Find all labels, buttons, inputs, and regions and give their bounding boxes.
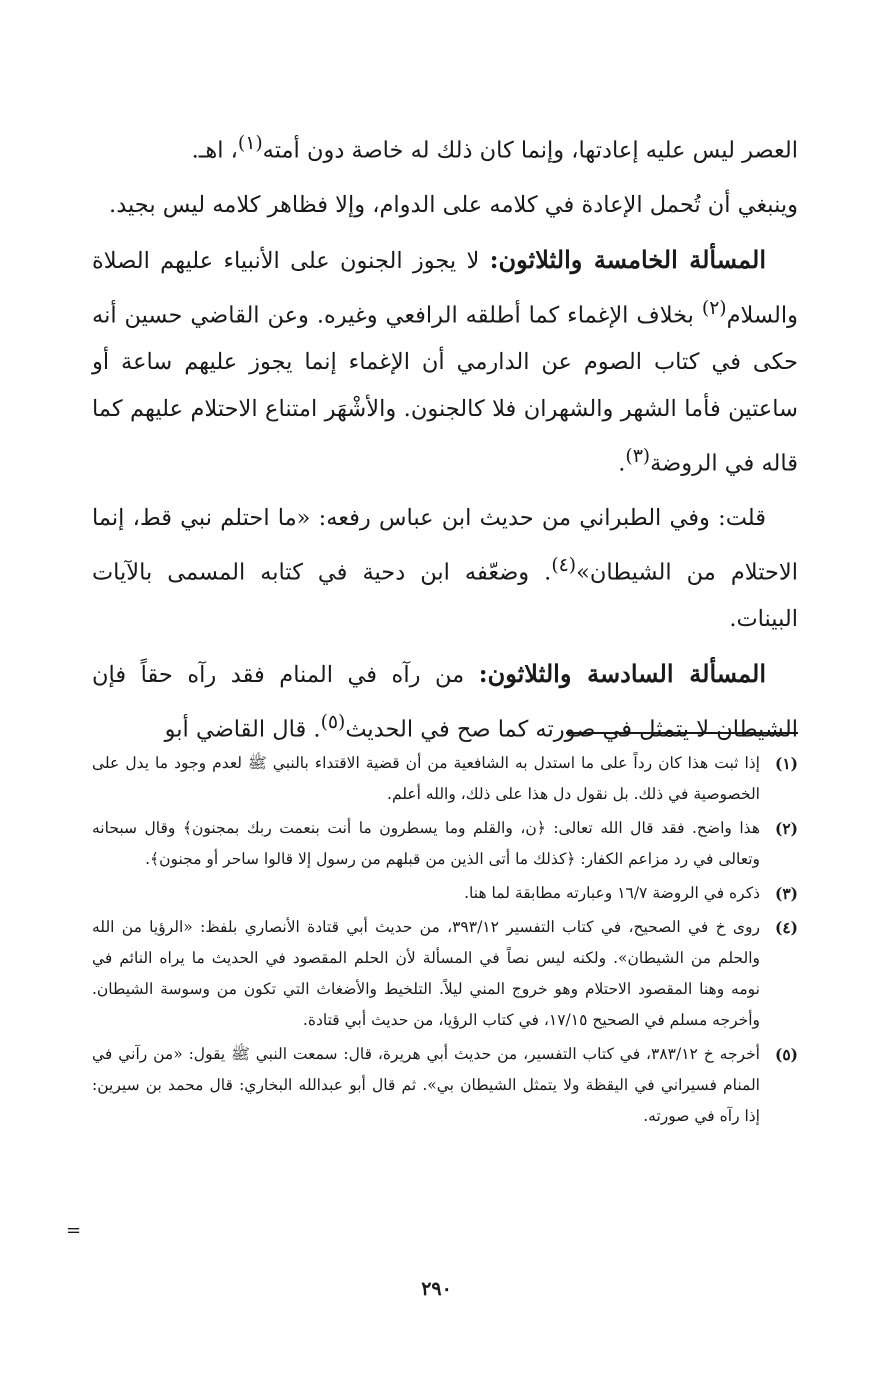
footnotes [92,748,798,1135]
text-run: العصر ليس عليه إعادتها، وإنما كان ذلك له خاصة دون أمته [262,137,798,164]
footnote-number: (٣) [774,884,798,903]
footnote-text: هذا واضح. فقد قال الله تعالى: ﴿ن، والقلم وما يسطرون ما أنت بنعمت ربك بمجنون﴾ وقال سبحانه وتعالى في رد مزاعم الكفار: ﴿كذلك ما أتى الذين من قبلهم من رسول إلا قالوا ساحر أو مجنون﴾. [92,819,760,868]
footnote-text: روى خ في الصحيح، في كتاب التفسير ٣٩٣/١٢، من حديث أبي قتادة الأنصاري بلفظ: «الرؤيا من الله والحلم من الشيطان». ولكنه ليس نصاً في المسألة لأن الحلم المقصود في الحديث ما يراه النائم في نومه وهنا المقصود الاحتلام وهو خروج المني ليلاً. التلخيط والأضغاث التي تكون من وسوسة الشيطان. وأخرجه مسلم في الصحيح ١٧/١٥، في كتاب الرؤيا، من حديث أبي قتادة. [92,918,760,1029]
section-heading-36: المسألة السادسة والثلاثون: [478,659,767,688]
footnote-ref-5[interactable]: (٥) [320,712,346,733]
footnote-3 [92,878,798,909]
text-run: من رآه في المنام فقد رآه حقاً فإن الشيطان لا يتمثل في صورته كما صح في الحديث [92,662,798,743]
footnote-text: إذا ثبت هذا كان رداً على ما استدل به الشافعية من أن قضية الاقتداء بالنبي ﷺ لعدم وجود ما يدل على الخصوصية في ذلك. بل نقول دل هذا على ذلك، والله أعلم. [92,754,760,803]
footnote-4 [92,912,798,1036]
text-run: لا يجوز الجنون على الأنبياء عليهم الصلاة والسلام [92,247,798,328]
footnote-ref-3[interactable]: (٣) [625,446,651,467]
footnote-ref-4[interactable]: (٤) [551,554,577,576]
footnote-1 [92,748,798,810]
continuation-mark: = [66,1220,82,1241]
footnote-text: ذكره في الروضة ١٦/٧ وعبارته مطابقة لما هنا. [464,884,760,902]
footnote-2 [92,813,798,875]
text-run: بخلاف الإغماء كما أطلقه الرافعي وغيره. وعن القاضي حسين أنه حكى في كتاب الصوم عن الدارمي أن الإغماء إنما يجوز عليهم ساعة أو ساعتين فأما الشهر والشهران فلا كالجنون. والأشْهَر امتناع الاحتلام عليهم كما قاله في الروضة [92,302,798,477]
text-run: . قال القاضي أبو [164,716,321,743]
paragraph-5 [92,650,798,754]
paragraph-2: وينبغي أن تُحمل الإعادة في كلامه على الدوام، وإلا فظاهر كلامه ليس بجيد. [109,191,798,218]
footnote-number: (٢) [774,819,798,838]
paragraph-1 [92,120,798,175]
footnote-5 [92,1039,798,1132]
text-run: قلت: وفي الطبراني من حديث ابن عباس رفعه: «ما احتلم نبي قط، إنما الاحتلام من الشيطان» [92,504,798,585]
paragraph-4 [92,495,798,644]
page-number: ٢٩٠ [421,1278,452,1300]
footnote-text: أخرجه خ ٣٨٣/١٢، في كتاب التفسير، من حديث أبي هريرة، قال: سمعت النبي ﷺ يقول: «من رآني في المنام فسيراني في اليقظة ولا يتمثل الشيطان بي». ثم قال أبو عبدالله البخاري: قال محمد بن سيرين: إذا رآه في صورته. [92,1045,760,1125]
main-text [92,120,798,761]
text-run: . [618,450,626,477]
footnote-number: (١) [774,754,798,773]
footnote-ref-2[interactable]: (٢) [701,297,727,319]
footnote-separator [566,732,798,734]
text-run: ، اهـ. [191,137,238,164]
text-run: . وضعّفه ابن دحية في كتابه المسمى بالآيات البينات. [92,559,798,632]
footnote-ref-1[interactable]: (١) [237,133,263,154]
section-heading-35: المسألة الخامسة والثلاثون: [489,244,767,274]
paragraph-3 [92,236,798,488]
footnote-number: (٥) [774,1045,798,1064]
footnote-number: (٤) [774,918,798,937]
